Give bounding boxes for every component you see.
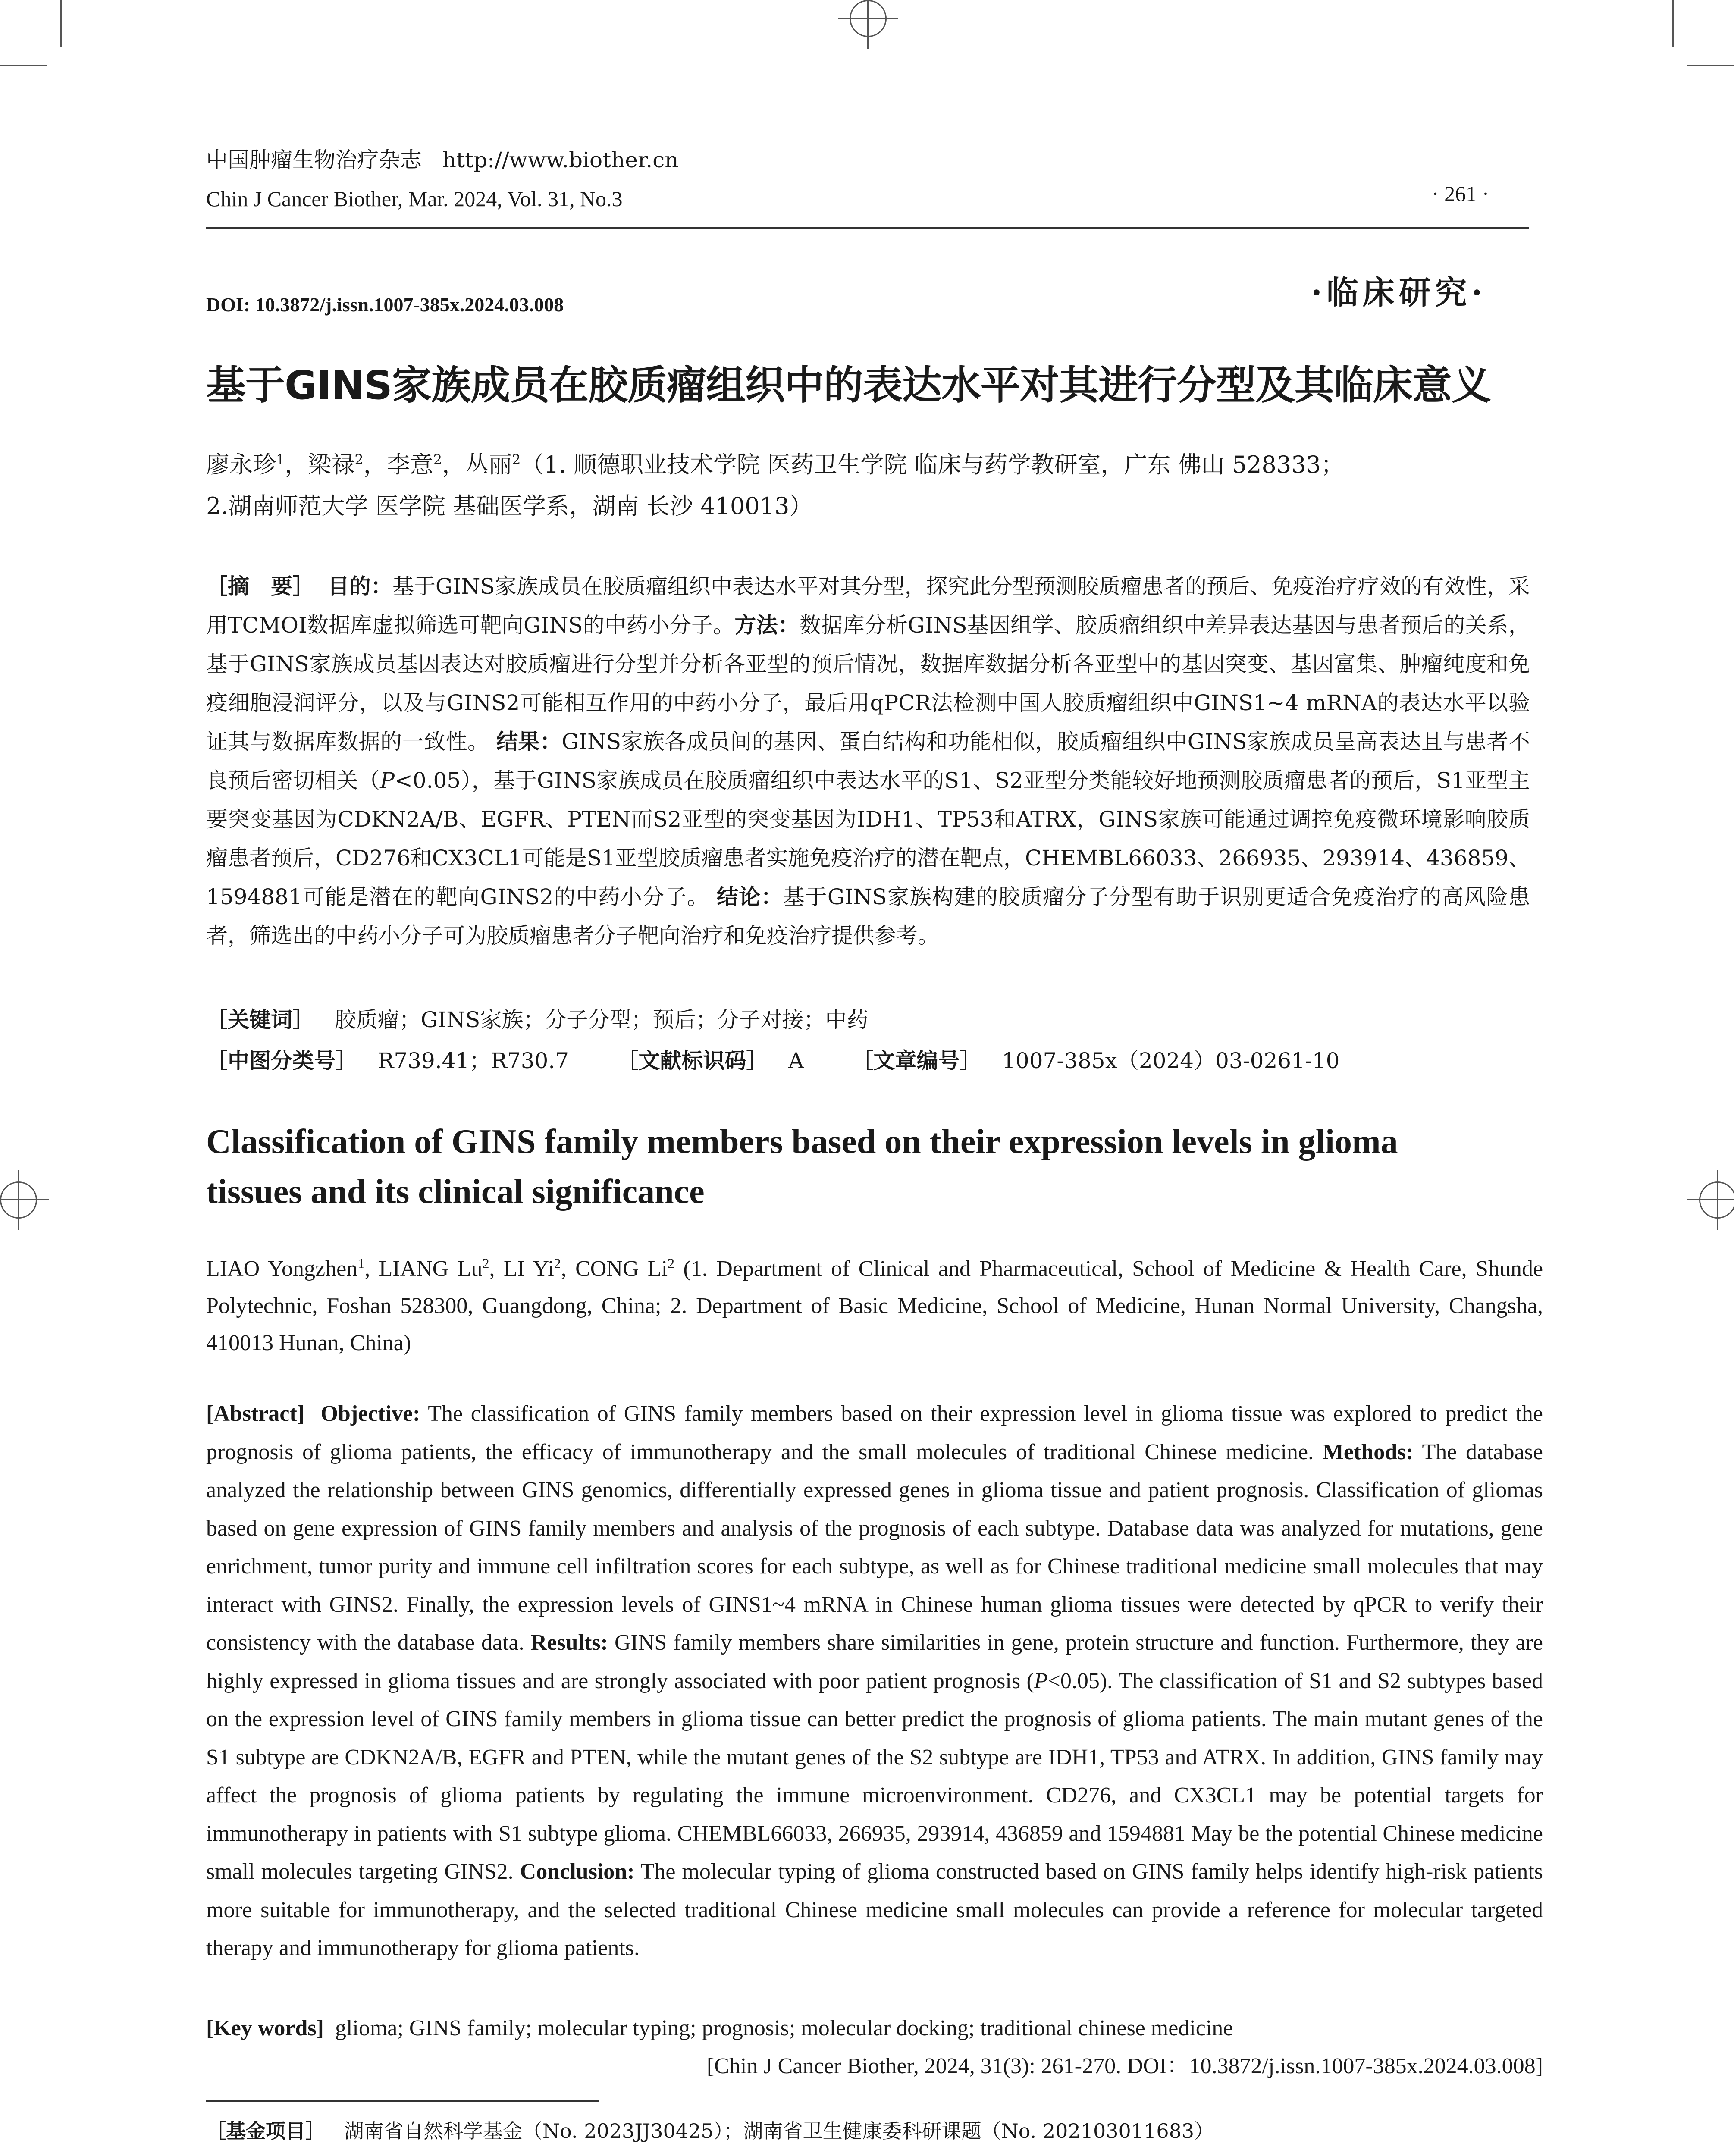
author-en-sup: 2 — [668, 1255, 675, 1271]
doc-code-label: ［文献标识码］ — [617, 1048, 768, 1073]
author-name: 梁禄 — [308, 451, 355, 478]
registration-mark-top — [850, 0, 887, 37]
journal-url[interactable]: http://www.biother.cn — [442, 147, 679, 172]
crop-mark — [1672, 0, 1674, 47]
results-cn-a: GINS家族各成员间的基因、蛋白结构和功能相似，胶质瘤组织中GINS家族成员呈高表达且与患者不良预后密切相关（ — [206, 729, 1530, 793]
footnote-author — [206, 2149, 1279, 2156]
results-cn-b: <0.05），基于GINS家族成员在胶质瘤组织中表达水平的S1、S2亚型分类能较好地预测胶质瘤患者的预后，S1亚型主要突变基因为CDKN2A/B、EGFR、PTEN而S2亚型的突变基因为IDH1、TP53和ATRX，GINS家族可能通过调控免疫微环境影响胶质瘤患者预后，CD276和CX3CL1可能是S1亚型胶质瘤患者实施免疫治疗的潜在靶点，CHEMBL66033、266935、293914、436859、1594881可能是潜在的靶向GINS2的中药小分子。 — [206, 768, 1530, 909]
conclusion-en-label: Conclusion: — [520, 1859, 635, 1884]
keywords-en-label: [Key words] — [206, 2016, 324, 2040]
journal-header-cn — [206, 147, 678, 173]
affiliation-cn-2: 2.湖南师范大学 医学院 基础医学系，湖南 长沙 410013） — [206, 492, 813, 520]
objective-en: The classification of GINS family members based on their expression level in glioma tissue was explored to predict the prognosis of glioma patients, the efficacy of immunotherapy and the small molecules of traditional Chinese medicine. — [206, 1401, 1543, 1464]
results-en-label: Results: — [530, 1630, 608, 1655]
doc-code-value: A — [788, 1048, 804, 1073]
registration-mark-right — [1699, 1181, 1734, 1219]
abstract-cn — [206, 567, 1530, 955]
article-number-label: ［文章编号］ — [852, 1048, 981, 1073]
objective-cn: 基于GINS家族成员在胶质瘤组织中表达水平对其分型，探究此分型预测胶质瘤患者的预后、免疫治疗疗效的有效性，采用TCMOI数据库虚拟筛选可靶向GINS的中药小分子。 — [206, 574, 1530, 638]
results-cn-label: 结果： — [496, 729, 562, 754]
author-en-sup: 1 — [357, 1255, 365, 1271]
results-en-a: GINS family members share similarities in gene, protein structure and function. Furthermore, they are highly expressed in glioma tissues and are strongly associated with poor patient prognosis ( — [206, 1630, 1543, 1693]
affiliation-cn-1: （1. 顺德职业技术学院 医药卫生学院 临床与药学教研室，广东 佛山 528333； — [521, 451, 1344, 478]
author-sup: 2 — [512, 451, 521, 468]
author-sup: 2 — [433, 451, 442, 468]
author-name: 廖永珍 — [206, 451, 276, 478]
keywords-en — [206, 2009, 1543, 2048]
page-number: · 261 · — [1432, 182, 1489, 206]
author-name: 李意 — [386, 451, 433, 478]
author-en-sup: 2 — [482, 1255, 489, 1271]
fund-text: 湖南省自然科学基金（No. 2023JJ30425）；湖南省卫生健康委科研课题（No. 202103011683） — [344, 2119, 1214, 2143]
journal-name-cn: 中国肿瘤生物治疗杂志 — [206, 147, 422, 172]
author-sup: 2 — [354, 451, 364, 468]
title-cn: 基于GINS家族成员在胶质瘤组织中的表达水平对其进行分型及其临床意义 — [206, 362, 1491, 408]
crop-mark — [0, 65, 47, 66]
author-en: LIANG Lu — [379, 1257, 483, 1281]
keywords-cn-text: 胶质瘤；GINS家族；分子分型；预后；分子对接；中药 — [334, 1007, 869, 1032]
methods-cn-label: 方法： — [734, 612, 800, 638]
author-en-sup: 2 — [554, 1255, 561, 1271]
results-en-b: <0.05). The classification of S1 and S2 subtypes based on the expression level of GINS family members in glioma tissue can better predict the prognosis of glioma patients. The main mutant genes of the S1 subtype are CDKN2A/B, EGFR and PTEN, while the mutant genes of the S2 subtype are IDH1, TP53 and ATRX. In addition, GINS family may affect the prognosis of glioma patients by regulating the immune microenvironment. CD276, and CX3CL1 may be potential targets for immunotherapy in patients with S1 subtype glioma. CHEMBL66033, 266935, 293914, 436859 and 1594881 May be the potential Chinese medicine small molecules targeting GINS2. — [206, 1668, 1543, 1884]
title-en-line1: Classification of GINS family members based on their expression levels in glioma — [206, 1123, 1398, 1161]
column-label: ·临床研究· — [1311, 274, 1487, 311]
author-sup: 1 — [276, 451, 285, 468]
p-value-symbol: P — [380, 768, 395, 793]
conclusion-cn: 基于GINS家族构建的胶质瘤分子分型有助于识别更适合免疫治疗的高风险患者，筛选出的中药小分子可为胶质瘤患者分子靶向治疗和免疫治疗提供参考。 — [206, 884, 1530, 948]
article-number-value: 1007-385x（2024）03-0261-10 — [1002, 1048, 1340, 1073]
affiliation-en: (1. Department of Clinical and Pharmaceutical, School of Medicine & Health Care, Shunde Polytechnic, Foshan 528300, Guangdong, China; 2. Department of Basic Medicine, School of Medicine, Hunan Normal University, Changsha, 410013 Hunan, China) — [206, 1257, 1543, 1355]
classification-cn — [206, 1041, 1543, 1080]
crop-mark — [60, 0, 62, 47]
author-en: LI Yi — [503, 1257, 554, 1281]
crop-mark — [1687, 65, 1734, 66]
keywords-cn — [206, 1000, 1530, 1039]
title-en-line2: tissues and its clinical significance — [206, 1173, 705, 1211]
abstract-cn-label: ［摘 要］ — [206, 574, 314, 599]
fund-label: ［基金项目］ — [206, 2119, 325, 2143]
footnote-rule — [206, 2100, 599, 2102]
authors-en: LIAO Yongzhen$^1$, LIANG Lu$^2$, LI Yi$^2$, CONG Li$^2$ (1. Department of Clinical and Pharmaceutical, School of Medicine & Health Care, Shunde Polytechnic, Foshan 528300, Guangdong, China; 2. Department of Basic Medicine, School of Medicine, Hunan Normal University, Changsha, 410013 Hunan, China) — [206, 1255, 1543, 1355]
registration-mark-left — [0, 1181, 37, 1219]
footnote-fund — [206, 2113, 1214, 2149]
conclusion-en: The molecular typing of glioma constructed based on GINS family helps identify high-risk patients more suitable for immunotherapy, and the selected traditional Chinese medicine small molecules can provide a reference for molecular targeted therapy and immunotherapy for glioma patients. — [206, 1859, 1543, 1960]
abstract-en-label: [Abstract] — [206, 1401, 305, 1426]
author-name: 丛丽 — [465, 451, 512, 478]
author-en: LIAO Yongzhen — [206, 1257, 358, 1281]
methods-en-label: Methods: — [1322, 1439, 1414, 1464]
title-en — [206, 1117, 1543, 1217]
methods-en: The database analyzed the relationship between GINS genomics, differentially expressed genes in glioma tissue and patient prognosis. Classification of gliomas based on gene expression of GINS family members and analysis of the prognosis of each subtype. Database data was analyzed for mutations, gene enrichment, tumor purity and immune cell infiltration scores for each subtype, as well as for Chinese traditional medicine small molecules that may interact with GINS2. Finally, the expression levels of GINS1~4 mRNA in Chinese human glioma tissues were detected by qPCR to verify their consistency with the database data. — [206, 1439, 1543, 1655]
abstract-en — [206, 1395, 1543, 1968]
clc-label: ［中图分类号］ — [206, 1048, 357, 1073]
journal-header-en: Chin J Cancer Biother, Mar. 2024, Vol. 31, No.3 — [206, 187, 623, 211]
conclusion-cn-label: 结论： — [716, 884, 784, 909]
keywords-cn-label: ［关键词］ — [206, 1007, 314, 1032]
objective-cn-label: 目的： — [327, 573, 392, 599]
author-en: CONG Li — [575, 1257, 668, 1281]
clc-value: R739.41；R730.7 — [377, 1048, 569, 1073]
keywords-en-text: glioma; GINS family; molecular typing; prognosis; molecular docking; traditional chinese medicine — [335, 2016, 1233, 2040]
authors-cn: 廖永珍$^1$，梁禄$^2$，李意$^2$，丛丽$^2$（1. 顺德职业技术学院 医药卫生学院 临床与药学教研室，广东 佛山 528333； 2.湖南师范大学 医学院 基础医学系，湖南 长沙 410013） — [206, 451, 1344, 520]
objective-en-label: Objective: — [320, 1401, 420, 1426]
citation: [Chin J Cancer Biother, 2024, 31(3): 261-270. DOI：10.3872/j.issn.1007-385x.2024.03.008] — [706, 2054, 1543, 2078]
p-value-symbol-en: P — [1034, 1668, 1048, 1693]
header-rule — [206, 227, 1529, 229]
methods-cn: 数据库分析GINS基因组学、胶质瘤组织中差异表达基因与患者预后的关系，基于GINS家族成员基因表达对胶质瘤进行分型并分析各亚型的预后情况，数据库数据分析各亚型中的基因突变、基因富集、肿瘤纯度和免疫细胞浸润评分，以及与GINS2可能相互作用的中药小分子，最后用qPCR法检测中国人胶质瘤组织中GINS1~4 mRNA的表达水平以验证其与数据库数据的一致性。 — [206, 613, 1530, 754]
doi[interactable]: DOI: 10.3872/j.issn.1007-385x.2024.03.008 — [206, 294, 564, 316]
